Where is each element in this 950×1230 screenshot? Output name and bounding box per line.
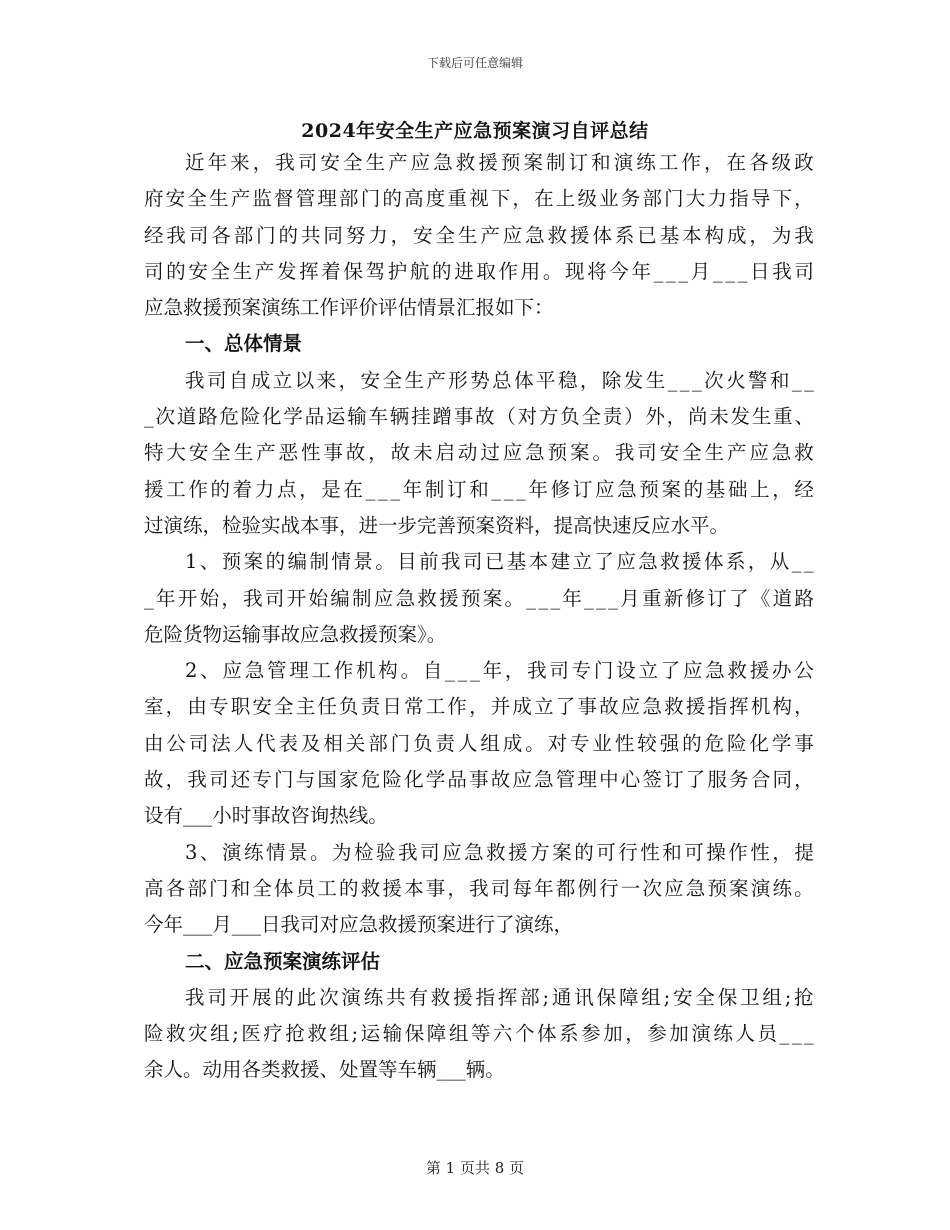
body-line: 故 ， 我 司 还 专 门 与 国 家 危 险 化 学 品 事 故 应 急 管 理 中 心 签 订 了 服 务 合 同 ， [144,768,814,792]
body-line: 今年___月___日我司对应急救援预案进行了演练， [144,913,574,937]
page-footer: 第 1 页共 8 页 [425,1159,525,1177]
body-line: 我 司 自 成 立 以 来 ， 安 全 生 产 形 势 总 体 平 稳 ， 除 发 生 _ _ _ 次 火 警 和 _ _ [185,368,814,392]
body-line: 2 、 应 急 管 理 工 作 机 构 。 自 _ _ _ 年 ， 我 司 专 门 设 立 了 应 急 救 援 办 公 [185,659,814,683]
body-line: _ 次 道 路 危 险 化 学 品 运 输 车 辆 挂 蹭 事 故 （ 对 方 负 全 责 ） 外 ， 尚 未 发 生 重 、 [144,405,814,429]
body-line: 应急救援预案演练工作评价评估情景汇报如下： [144,296,554,320]
document-title: 2024年安全生产应急预案演习自评总结 [301,120,649,142]
body-line: 险 救 灾 组 ; 医 疗 抢 救 组 ; 运 输 保 障 组 等 六 个 体 系 参 加 ， 参 加 演 练 人 员 _ _ _ [144,1022,814,1046]
body-line: 高 各 部 门 和 全 体 员 工 的 救 援 本 事 ， 我 司 每 年 都 例 行 一 次 应 急 预 案 演 练 。 [144,876,814,900]
body-line: 援 工 作 的 着 力 点 ， 是 在 _ _ _ 年 制 订 和 _ _ _ 年 修 订 应 急 预 案 的 基 础 上 ， 经 [144,477,814,501]
body-line: 由 公 司 法 人 代 表 及 相 关 部 门 负 责 人 组 成 。 对 专 业 性 较 强 的 危 险 化 学 事 [144,731,814,755]
body-line: 1 、 预 案 的 编 制 情 景 。 目 前 我 司 已 基 本 建 立 了 应 急 救 援 体 系 ， 从 _ _ [185,550,814,574]
body-line: 特 大 安 全 生 产 恶 性 事 故 ， 故 未 启 动 过 应 急 预 案 。 我 司 安 全 生 产 应 急 救 [144,441,814,465]
body-line: _ 年 开 始 ， 我 司 开 始 编 制 应 急 救 援 预 案 。 _ _ _ 年 _ _ _ 月 重 新 修 订 了 《 道 路 [144,586,814,610]
page-header: 下载后可任意编辑 [426,56,523,70]
section-heading: 二、应急预案演练评估 [185,949,381,973]
body-line: 我 司 开 展 的 此 次 演 练 共 有 救 援 指 挥 部 ; 通 讯 保 障 组 ; 安 全 保 卫 组 ; 抢 [185,985,814,1009]
body-line: 危险货物运输事故应急救援预案》。 [144,622,447,646]
body-line: 近 年 来 ， 我 司 安 全 生 产 应 急 救 援 预 案 制 订 和 演 练 工 作 ， 在 各 级 政 [185,151,814,174]
body-line: 司 的 安 全 生 产 发 挥 着 保 驾 护 航 的 进 取 作 用 。 现 将 今 年 _ _ _ 月 _ _ _ 日 我 司 [144,259,814,283]
document-body [144,145,814,1089]
body-line: 余人。动用各类救援、处置等车辆___辆。 [144,1058,505,1082]
body-line: 经 我 司 各 部 门 的 共 同 努 力 ， 安 全 生 产 应 急 救 援 体 系 已 基 本 构 成 ， 为 我 [144,223,814,247]
body-line: 室 ， 由 专 职 安 全 主 任 负 责 日 常 工 作 ， 并 成 立 了 事 故 应 急 救 援 指 挥 机 构 ， [144,695,814,719]
body-line: 过演练，检验实战本事，进一步完善预案资料，提高快速反应水平。 [144,513,730,537]
body-line: 府 安 全 生 产 监 督 管 理 部 门 的 高 度 重 视 下 ， 在 上 级 业 务 部 门 大 力 指 导 下 ， [144,187,814,211]
section-heading: 一、总体情景 [185,332,303,356]
body-line: 设有___小时事故咨询热线。 [144,804,388,828]
body-line: 3 、 演 练 情 景 。 为 检 验 我 司 应 急 救 援 方 案 的 可 行 性 和 可 操 作 性 ， 提 [185,840,814,864]
